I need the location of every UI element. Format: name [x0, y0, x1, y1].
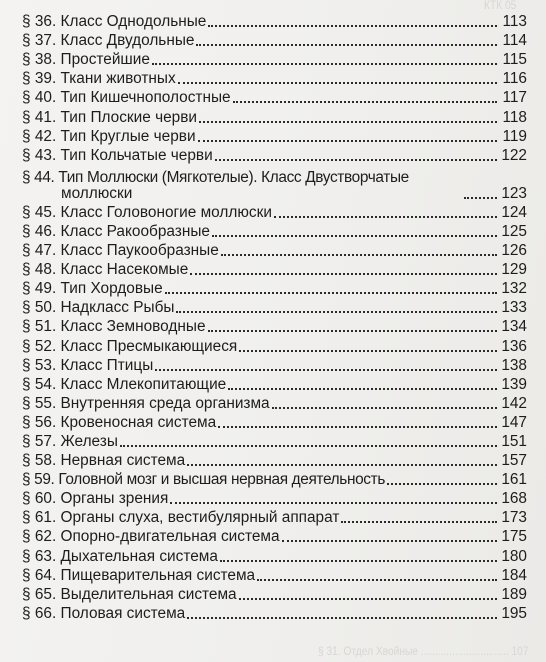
dot-leader	[190, 273, 497, 275]
toc-entry-page: 133	[501, 299, 527, 317]
toc-entry-page: 151	[501, 432, 527, 450]
toc-entry-page: 136	[501, 337, 527, 355]
toc-entry-title-line2: моллюски	[61, 184, 133, 202]
toc-entry-title-line1: § 44. Тип Моллюски (Мягкотелые). Класс Двустворчатые	[22, 168, 409, 186]
toc-entry-page: 122	[501, 146, 527, 164]
toc-entry-title: § 61. Органы слуха, вестибулярный аппарат	[22, 509, 340, 527]
toc-entry	[22, 603, 527, 622]
dot-leader	[239, 598, 497, 600]
toc-entry-page: 132	[501, 280, 527, 298]
toc-entry	[22, 355, 527, 374]
toc-entry-page: 184	[501, 566, 527, 584]
dot-leader	[274, 216, 497, 218]
toc-entry-title: § 55. Внутренняя среда организма	[22, 394, 270, 412]
dot-leader	[178, 82, 497, 84]
dot-leader	[218, 426, 497, 428]
toc-entry-page: 180	[501, 547, 527, 565]
dot-leader	[341, 521, 497, 523]
bleed-through-top: КТК 05	[484, 0, 517, 12]
toc-entry-title: § 64. Пищеварительная система	[22, 566, 256, 584]
toc-entry-title: § 63. Дыхательная система	[22, 547, 218, 565]
toc-entry	[22, 412, 527, 431]
toc-entry-title: § 47. Класс Паукообразные	[22, 242, 219, 260]
toc-entry	[22, 126, 527, 145]
dot-leader	[208, 25, 497, 27]
toc-entry-title: § 37. Класс Двудольные	[22, 32, 195, 50]
dot-leader	[212, 235, 497, 237]
toc-entry-page: 115	[502, 51, 527, 69]
toc-entry-title: § 58. Нервная система	[22, 452, 186, 470]
toc-entry	[22, 565, 527, 584]
toc-entry	[22, 335, 527, 354]
toc-entry-title: § 36. Класс Однодольные	[22, 13, 207, 31]
toc-entry	[22, 316, 527, 335]
dot-leader	[257, 579, 497, 581]
dot-leader	[199, 121, 497, 123]
dot-leader	[464, 197, 497, 199]
toc-entry-title: § 45. Класс Головоногие моллюски	[22, 203, 272, 221]
dot-leader	[228, 388, 497, 390]
toc-entry	[22, 431, 527, 450]
toc-entry-title: § 52. Класс Пресмыкающиеся	[22, 337, 238, 355]
toc-entry-page: 124	[501, 203, 527, 221]
toc-entry-title: § 60. Органы зрения	[22, 490, 169, 508]
dot-leader	[272, 407, 497, 409]
toc-entry-page: 116	[502, 70, 527, 88]
toc-entry	[22, 450, 527, 469]
toc-entry-title: § 54. Класс Млекопитающие	[22, 375, 227, 393]
toc-entry-title: § 49. Тип Хордовые	[22, 280, 163, 298]
dot-leader	[198, 140, 497, 142]
toc-entry-page: 123	[501, 184, 527, 202]
toc-entry-title: § 62. Опорно-двигательная система	[22, 528, 280, 546]
toc-entry-page: 173	[501, 509, 527, 527]
toc-entry-title: § 53. Класс Птицы	[22, 356, 154, 374]
toc-entry	[22, 545, 527, 564]
toc-entry-title: § 59. Головной мозг и высшая нервная деятельность	[22, 471, 386, 489]
toc-entry-title: § 46. Класс Ракообразные	[22, 222, 210, 240]
dot-leader	[208, 330, 498, 332]
toc-entry-page: 118	[502, 108, 527, 126]
toc-entry-page: 126	[501, 242, 527, 260]
toc-entry	[22, 11, 527, 30]
dot-leader	[187, 617, 497, 619]
toc-entry-page: 125	[501, 222, 527, 240]
toc-entry-title: § 51. Класс Земноводные	[22, 318, 206, 336]
toc-entry-title: § 38. Простейшие	[22, 51, 150, 69]
toc-entry	[22, 374, 527, 393]
toc-entry-page: 161	[501, 471, 527, 489]
dot-leader	[239, 350, 497, 352]
dot-leader	[120, 445, 497, 447]
dot-leader	[196, 44, 497, 46]
table-of-contents	[22, 11, 527, 622]
toc-entry-title: § 48. Класс Насекомые	[22, 261, 189, 279]
toc-entry-title: § 66. Половая система	[22, 604, 186, 622]
dot-leader	[165, 292, 497, 294]
toc-entry-title: § 57. Железы	[22, 432, 118, 450]
toc-entry	[22, 106, 527, 125]
dot-leader	[155, 369, 497, 371]
toc-entry	[22, 145, 527, 164]
toc-entry	[22, 278, 527, 297]
toc-entry	[22, 30, 527, 49]
toc-entry	[22, 526, 527, 545]
toc-entry-title: § 40. Тип Кишечнополостные	[22, 89, 231, 107]
toc-entry-page: 129	[501, 261, 527, 279]
toc-entry-page: 113	[502, 13, 527, 31]
toc-entry-title: § 42. Тип Круглые черви	[22, 127, 196, 145]
toc-entry	[22, 507, 527, 526]
toc-entry-page: 147	[501, 413, 527, 431]
toc-entry-page: 142	[501, 394, 527, 412]
dot-leader	[233, 101, 497, 103]
toc-entry-page: 119	[502, 127, 527, 145]
toc-entry-title: § 43. Тип Кольчатые черви	[22, 146, 213, 164]
toc-entry-page: 175	[501, 528, 527, 546]
toc-entry	[22, 164, 527, 202]
toc-entry-title: § 41. Тип Плоские черви	[22, 108, 197, 126]
toc-entry-page: 139	[501, 375, 527, 393]
toc-entry	[22, 469, 527, 488]
toc-entry-page: 168	[501, 490, 527, 508]
bleed-through-bottom: § 31. Отдел Хвойные ............................... 107	[318, 644, 529, 658]
dot-leader	[176, 311, 497, 313]
toc-entry	[22, 393, 527, 412]
dot-leader	[152, 63, 497, 65]
toc-entry	[22, 221, 527, 240]
toc-entry	[22, 87, 527, 106]
dot-leader	[187, 464, 497, 466]
toc-entry	[22, 297, 527, 316]
toc-entry-page: 134	[501, 318, 527, 336]
toc-entry-page: 138	[501, 356, 527, 374]
dot-leader	[282, 540, 497, 542]
toc-entry	[22, 202, 527, 221]
dot-leader	[221, 254, 497, 256]
dot-leader	[220, 560, 497, 562]
toc-entry	[22, 49, 527, 68]
toc-entry-page: 157	[501, 452, 527, 470]
toc-entry-title: § 56. Кровеносная система	[22, 413, 217, 431]
toc-entry-page: 189	[501, 585, 527, 603]
toc-entry-title: § 65. Выделительная система	[22, 585, 237, 603]
toc-entry	[22, 259, 527, 278]
dot-leader	[387, 483, 497, 485]
toc-entry	[22, 584, 527, 603]
dot-leader	[170, 502, 497, 504]
toc-entry	[22, 68, 527, 87]
toc-entry-title: § 50. Надкласс Рыбы	[22, 299, 175, 317]
toc-entry	[22, 488, 527, 507]
dot-leader	[215, 159, 497, 161]
toc-entry	[22, 240, 527, 259]
toc-entry-page: 117	[502, 89, 527, 107]
toc-entry-title: § 39. Ткани животных	[22, 70, 176, 88]
toc-entry-title	[22, 170, 462, 202]
toc-entry-page: 195	[501, 604, 527, 622]
toc-entry-page: 114	[502, 32, 527, 50]
